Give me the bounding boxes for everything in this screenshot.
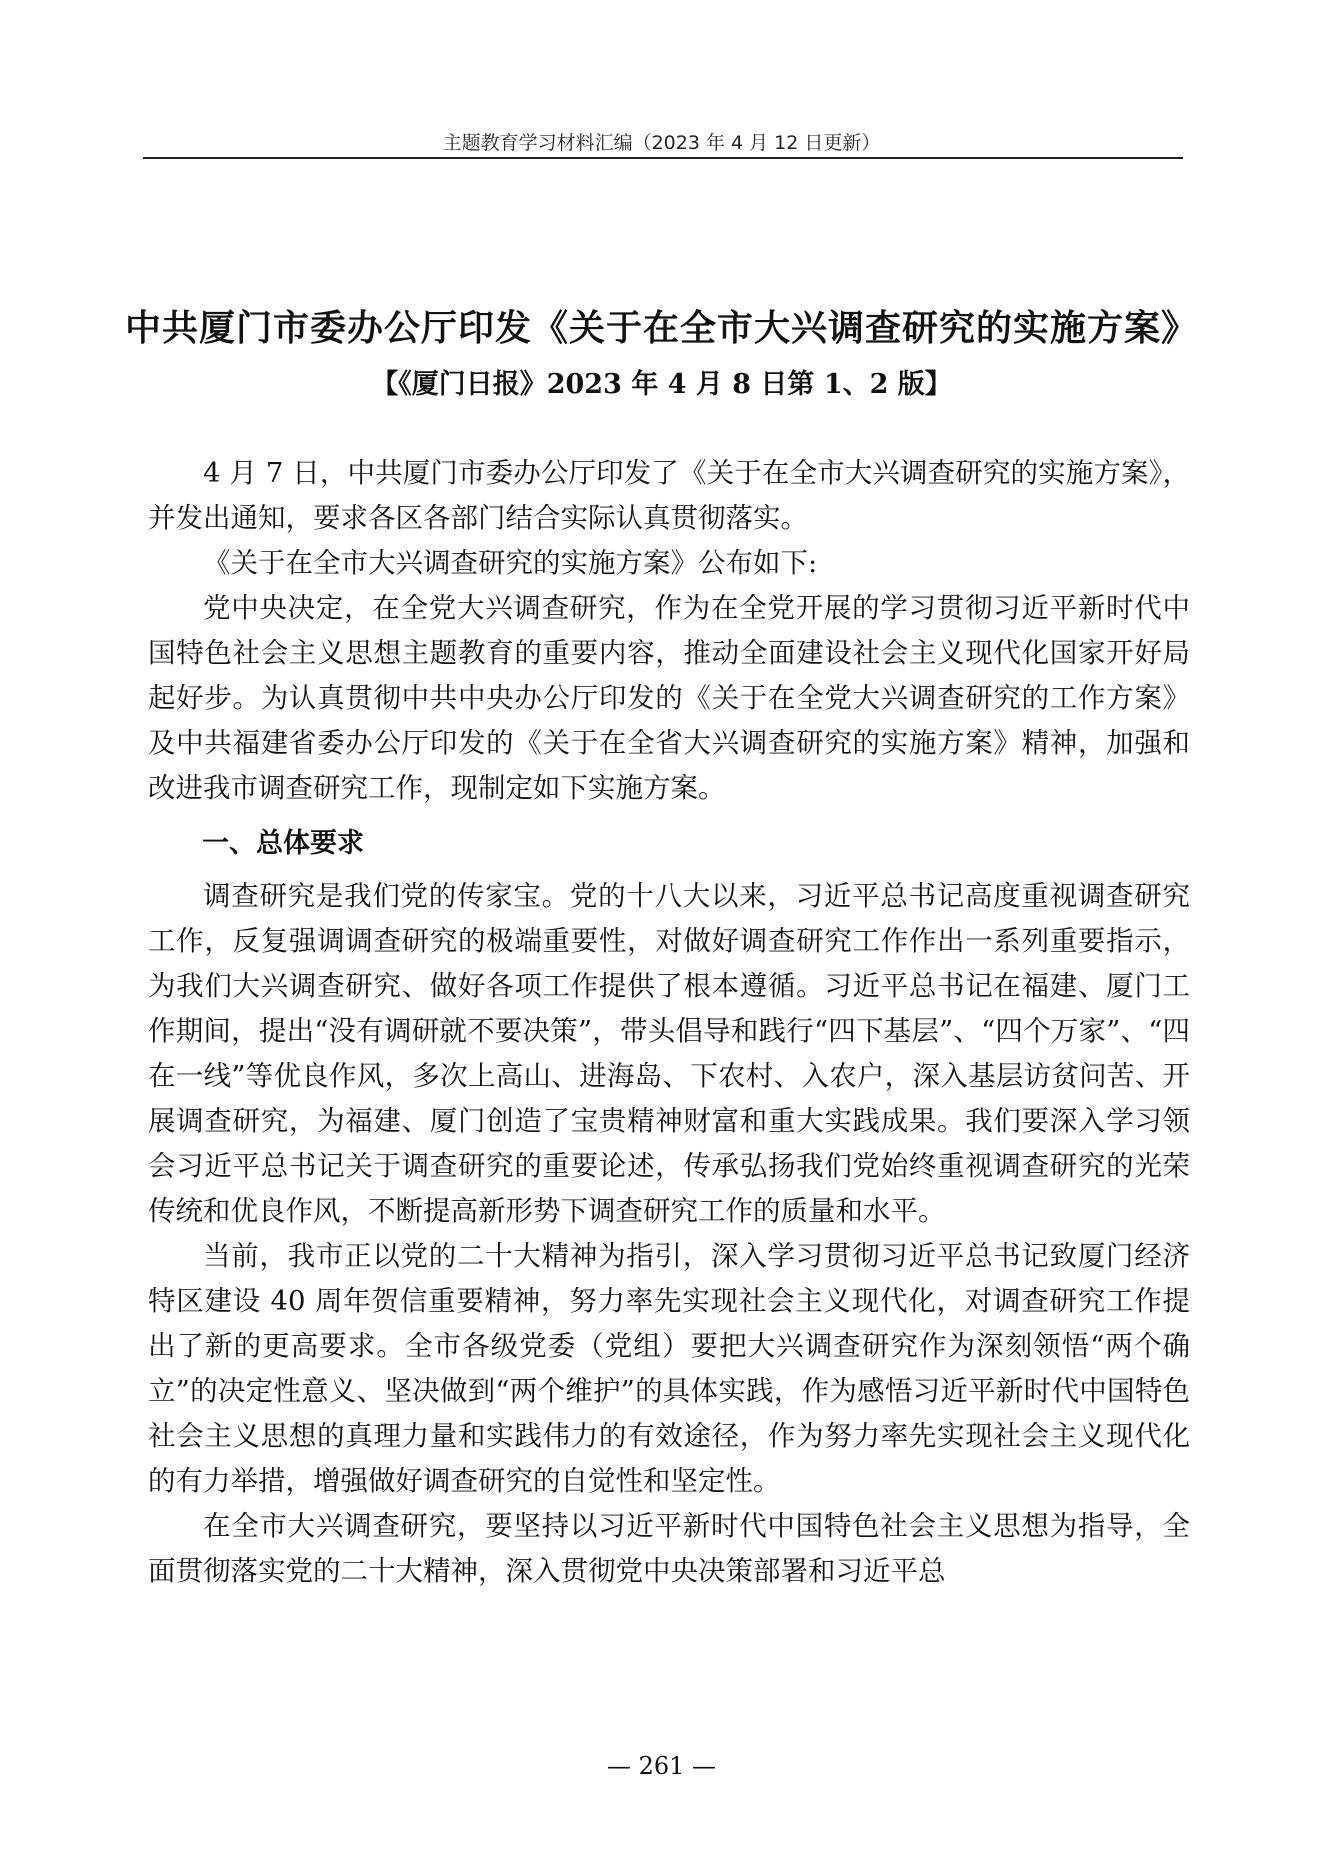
paragraph: 调查研究是我们党的传家宝。党的十八大以来，习近平总书记高度重视调查研究工作，反复强调调查研究的极端重要性，对做好调查研究工作作出一系列重要指示，为我们大兴调查研究、做好各项工作提供了根本遵循。习近平总书记在福建、厦门工作期间，提出“没有调研就不要决策”，带头倡导和践行“四下基层”、“四个万家”、“四在一线”等优良作风，多次上高山、进海岛、下农村、入农户，深入基层访贫问苦、开展调查研究，为福建、厦门创造了宝贵精神财富和重大实践成果。我们要深入学习领会习近平总书记关于调查研究的重要论述，传承弘扬我们党始终重视调查研究的光荣传统和优良作风，不断提高新形势下调查研究工作的质量和水平。 — [148, 880, 1190, 1227]
paragraph: 党中央决定，在全党大兴调查研究，作为在全党开展的学习贯彻习近平新时代中国特色社会主义思想主题教育的重要内容，推动全面建设社会主义现代化国家开好局起好步。为认真贯彻中共中央办公厅印发的《关于在全党大兴调查研究的工作方案》及中共福建省委办公厅印发的《关于在全省大兴调查研究的实施方案》精神，加强和改进我市调查研究工作，现制定如下实施方案。 — [148, 592, 1190, 804]
paragraph: 在全市大兴调查研究，要坚持以习近平新时代中国特色社会主义思想为指导，全面贯彻落实党的二十大精神，深入贯彻党中央决策部署和习近平总 — [148, 1510, 1190, 1587]
paragraph: 《关于在全市大兴调查研究的实施方案》公布如下: — [203, 547, 818, 579]
page-number: — 261 — — [606, 1752, 717, 1780]
document-source: 【《厦门日报》2023 年 4 月 8 日第 1、2 版】 — [371, 369, 952, 400]
document-title: 中共厦门市委办公厅印发《关于在全市大兴调查研究的实施方案》 — [124, 307, 1198, 349]
article-body — [148, 451, 1190, 1594]
section-heading: 一、总体要求 — [202, 828, 364, 859]
running-header: 主题教育学习材料汇编（2023 年 4 月 12 日更新） — [442, 132, 881, 154]
paragraph: 4 月 7 日，中共厦门市委办公厅印发了《关于在全市大兴调查研究的实施方案》，并发出通知，要求各区各部门结合实际认真贯彻落实。 — [148, 457, 1190, 534]
header-divider — [143, 157, 1183, 159]
paragraph: 当前，我市正以党的二十大精神为指引，深入学习贯彻习近平总书记致厦门经济特区建设 40 周年贺信重要精神，努力率先实现社会主义现代化，对调查研究工作提出了新的更高要求。全市各级党委（党组）要把大兴调查研究作为深刻领悟“两个确立”的决定性意义、坚决做到“两个维护”的具体实践，作为感悟习近平新时代中国特色社会主义思想的真理力量和实践伟力的有效途径，作为努力率先实现社会主义现代化的有力举措，增强做好调查研究的自觉性和坚定性。 — [148, 1240, 1190, 1497]
